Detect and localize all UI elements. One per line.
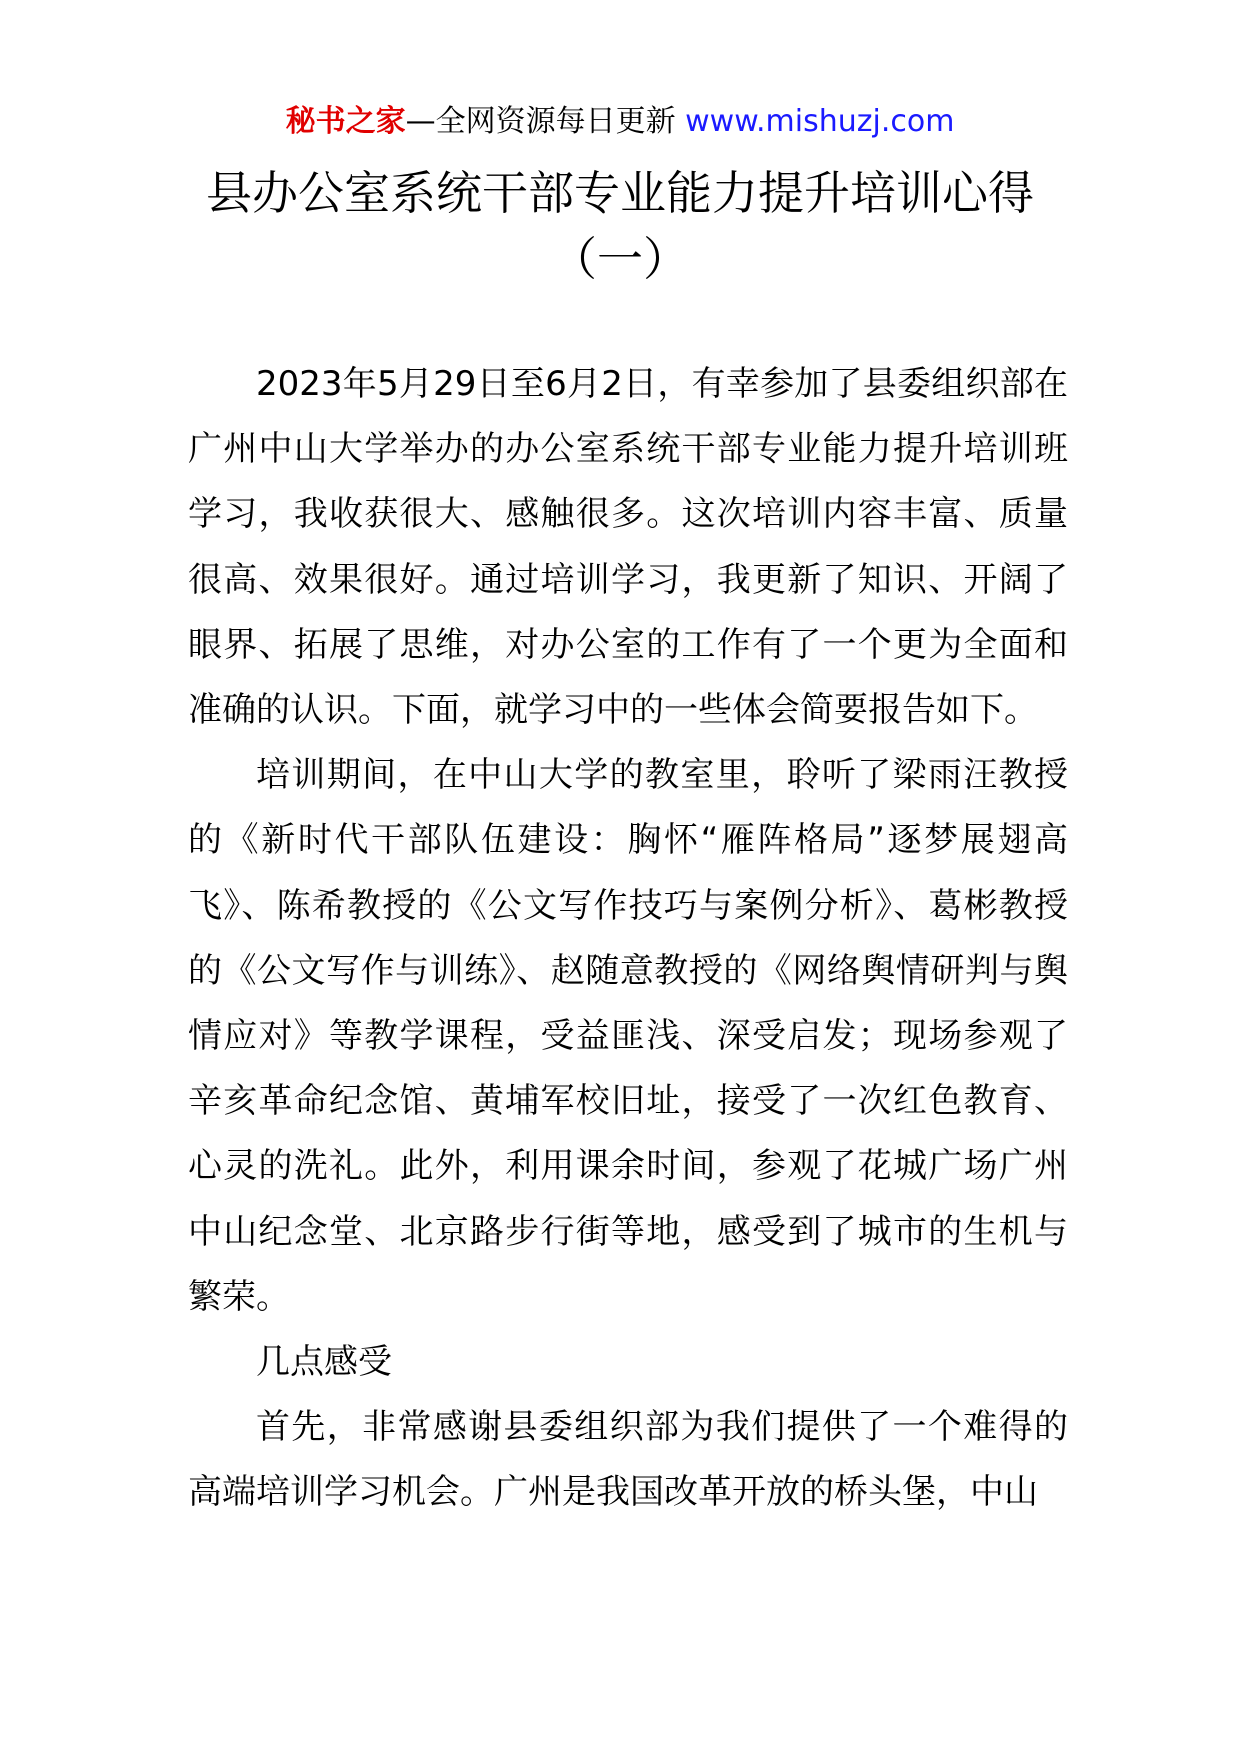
section-heading: 几点感受: [256, 1342, 392, 1383]
brand-name: 秘书之家: [285, 104, 406, 139]
document-title: 县办公室系统干部专业能力提升培训心得（一）: [206, 166, 1034, 286]
document-body: [188, 352, 1068, 1526]
site-url-link[interactable]: www.mishuzj.com: [685, 104, 955, 139]
header-tagline: —全网资源每日更新: [405, 104, 676, 139]
paragraph-training: 培训期间，在中山大学的教室里，聆听了梁雨汪教授的《新时代干部队伍建设：胸怀“雁阵格局”逐梦展翅高飞》、陈希教授的《公文写作技巧与案例分析》、葛彬教授的《公文写作与训练》、赵随意教授的《网络舆情研判与舆情应对》等教学课程，受益匪浅、深受启发；现场参观了辛亥革命纪念馆、黄埔军校旧址，接受了一次红色教育、心灵的洗礼。此外，利用课余时间，参观了花城广场广州中山纪念堂、北京路步行街等地，感受到了城市的生机与繁荣。: [188, 755, 1068, 1317]
site-header: [0, 100, 1240, 144]
paragraph-first-point: 首先，非常感谢县委组织部为我们提供了一个难得的高端培训学习机会。广州是我国改革开放的桥头堡，中山: [188, 1407, 1068, 1513]
paragraph-intro: 2023年5月29日至6月2日，有幸参加了县委组织部在广州中山大学举办的办公室系统干部专业能力提升培训班学习，我收获很大、感触很多。这次培训内容丰富、质量很高、效果很好。通过培训学习，我更新了知识、开阔了眼界、拓展了思维，对办公室的工作有了一个更为全面和准确的认识。下面，就学习中的一些体会简要报告如下。: [188, 364, 1068, 731]
